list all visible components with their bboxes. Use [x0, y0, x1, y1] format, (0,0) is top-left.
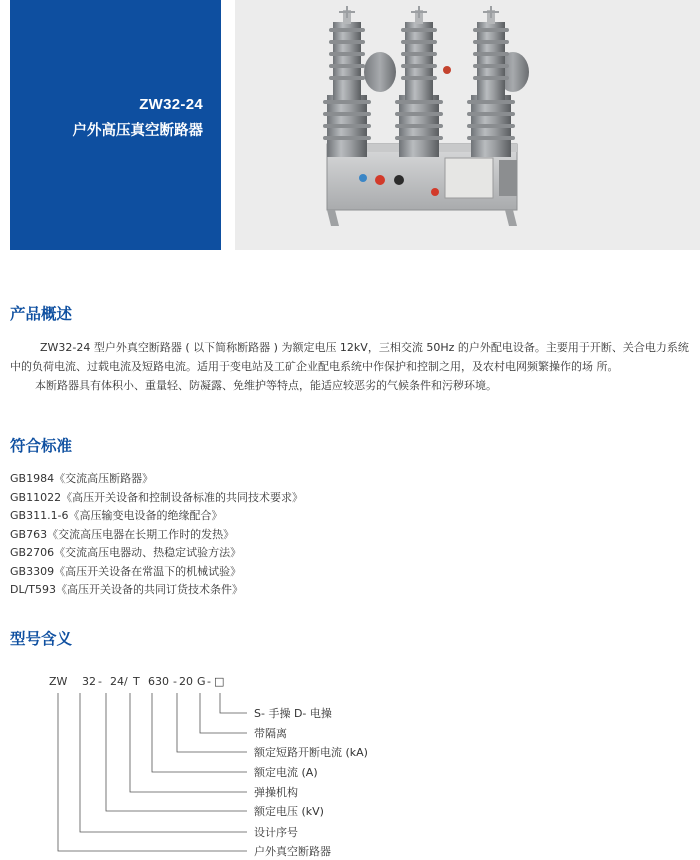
- standards-title: 符合标准: [10, 437, 73, 455]
- code-part-slash: /: [124, 675, 128, 688]
- overview-paragraph: [10, 338, 692, 395]
- code-part-dash: -: [173, 675, 177, 688]
- code-part-g: G: [197, 675, 206, 688]
- product-name: 户外高压真空断路器: [72, 123, 203, 139]
- overview-line-1: ZW32-24 型户外真空断路器 ( 以下简称断路器 ) 为额定电压 12kV，三相交流 50Hz 的户外配电设备。主要用于开断、关合电力系统: [40, 341, 689, 354]
- header-banner: [10, 0, 221, 250]
- code-part-dash: -: [98, 675, 102, 688]
- code-part-24: 24: [110, 675, 124, 688]
- standard-item: GB3309《高压开关设备在常温下的机械试验》: [10, 564, 242, 578]
- label-spring-mechanism: 弹操机构: [254, 786, 298, 799]
- overview-title: 产品概述: [10, 305, 73, 323]
- product-photo: [235, 0, 700, 250]
- overview-line-3: 本断路器具有体积小、重量轻、防凝露、免维护等特点，能适应较恶劣的气候条件和污秽环境。: [35, 379, 497, 392]
- label-design-number: 设计序号: [254, 826, 298, 839]
- label-rated-voltage: 额定电压 (kV): [254, 805, 324, 818]
- standard-item: GB2706《交流高压电器动、热稳定试验方法》: [10, 546, 242, 559]
- standard-item: GB763《交流高压电器在长期工作时的发热》: [10, 527, 235, 541]
- overview-line-2: 中的负荷电流、过载电流及短路电流。适用于变电站及工矿企业配电系统中作保护和控制之用，及农村电网频繁操作的场 所。: [10, 360, 619, 373]
- standards-list: [10, 470, 303, 600]
- code-part-box: □: [214, 675, 225, 688]
- standard-item: DL/T593《高压开关设备的共同订货技术条件》: [10, 583, 244, 596]
- label-isolator: 带隔离: [254, 727, 287, 740]
- model-meaning-title: 型号含义: [10, 630, 73, 648]
- standard-item: GB311.1-6《高压输变电设备的绝缘配合》: [10, 509, 223, 522]
- connector-lines: [58, 693, 247, 851]
- standard-item: GB11022《高压开关设备和控制设备标准的共同技术要求》: [10, 490, 304, 504]
- label-short-circuit-current: 额定短路开断电流 (kA): [254, 746, 368, 759]
- code-part-zw: ZW: [49, 675, 68, 688]
- label-outdoor-breaker: 户外真空断路器: [254, 845, 331, 858]
- code-part-20: 20: [179, 675, 193, 688]
- code-part-32: 32: [82, 675, 96, 688]
- vacuum-circuit-breaker-illustration: [235, 0, 700, 250]
- label-operation: S- 手操 D- 电操: [254, 707, 332, 720]
- code-part-630: 630: [148, 675, 169, 688]
- model-code-diagram: [0, 665, 700, 860]
- label-rated-current: 额定电流 (A): [254, 766, 318, 779]
- standard-item: GB1984《交流高压断路器》: [10, 472, 154, 485]
- code-part-dash: -: [207, 675, 211, 688]
- product-model: ZW32-24: [139, 96, 203, 113]
- code-part-t: T: [133, 675, 140, 688]
